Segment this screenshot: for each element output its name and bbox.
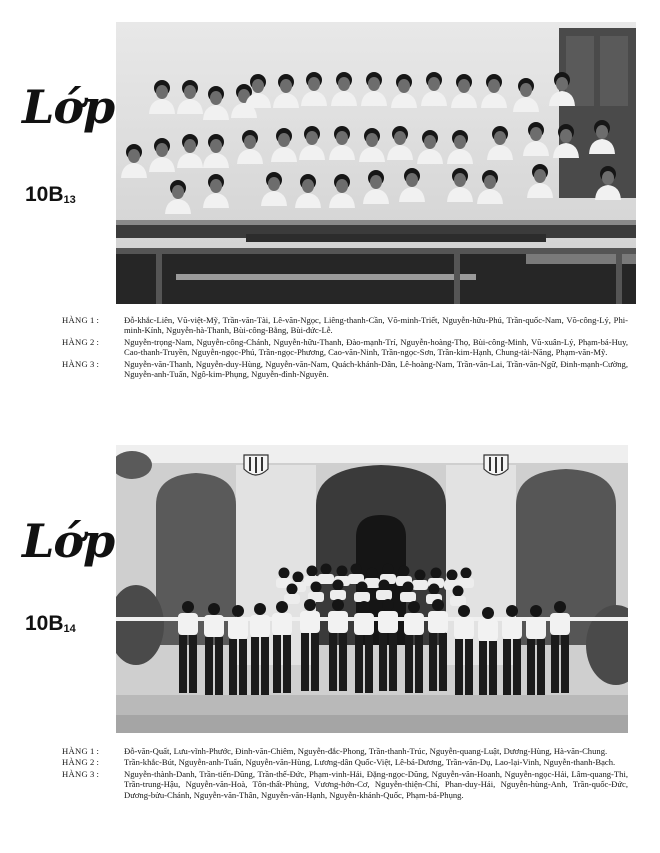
- class-section-10b13: [0, 0, 660, 420]
- row-2: HÀNG 2 : Nguyễn-trọng-Nam, Nguyễn-công-Chánh, Nguyễn-hữu-Thanh, Đào-mạnh-Trí, Nguyễn-hoàng-Thọ, Bùi-công-Minh, Vũ-xuân-Lý, Phạm-bá-Huy, Cao-thanh-Truyền, Nguyễn-ngọc-Phú, Trần-ngọc-Phương, Cao-văn-Ninh, Trần-ngọc-Sơn, Trần-kim-Hạnh, Chung-tài-Năng, Phạm-văn-Mỹ.: [62, 336, 628, 358]
- class-section-10b14: [0, 420, 660, 853]
- row-2: HÀNG 2 : Trần-khắc-Bút, Nguyễn-anh-Tuấn, Nguyễn-văn-Hùng, Lương-dân Quốc-Việt, Lê-bá-Dương, Trần-văn-Dụ, Lao-lại-Vinh, Nguyễn-thanh-Bạch.: [62, 757, 616, 768]
- row-3: HÀNG 3 : Nguyễn-văn-Thanh, Nguyễn-duy-Hùng, Nguyễn-văn-Nam, Quách-khánh-Dân, Lê-hoàng-Nam, Trần-văn-Lai, Trần-văn-Ngữ, Đinh-mạnh-Cường, Nguyễn-anh-Tuấn, Ngô-kim-Phụng, Nguyễn-đình-Nguyên.: [62, 358, 628, 380]
- class-code: $10B_{13}$: [25, 183, 76, 206]
- class-photo: [116, 445, 628, 733]
- class-photo: [116, 22, 636, 304]
- student-list: [62, 315, 628, 380]
- class-heading: Lớp: [22, 80, 115, 134]
- row-1: HÀNG 1 : Đỗ-văn-Quất, Lưu-vĩnh-Phước, Đinh-văn-Chiêm, Nguyễn-đắc-Phong, Trần-thanh-Trúc, Nguyễn-quang-Luật, Dương-Hùng, Hà-văn-Chung.: [62, 746, 608, 756]
- student-list: [62, 746, 628, 801]
- row-1: HÀNG 1 : Đỗ-khắc-Liên, Vũ-việt-Mỹ, Trần-văn-Tài, Lê-văn-Ngọc, Liêng-thanh-Cần, Võ-minh-Triết, Nguyễn-hữu-Phú, Trần-quốc-Nam, Võ-công-Lý, Phi-minh-Kính, Nguyễn-hà-Thanh, Bùi-công-Bằng, Bùi-đức-Lễ.: [62, 315, 628, 336]
- class-code: $10B_{14}$: [25, 612, 76, 635]
- row-3: HÀNG 3 : Nguyễn-thành-Danh, Trần-tiến-Dũng, Trần-thế-Đức, Phạm-vinh-Hải, Đặng-ngọc-Dũng, Nguyễn-văn-Hoanh, Nguyễn-ngọc-Hải, Lâm-quang-Thi, Trần-trung-Hậu, Nguyễn-văn-Hoà, Tôn-thất-Phùng, Vương-hớn-Cơ, Nguyễn-thiện-Chí, Phan-duy-Hải, Nguyễn-hùng-Anh, Trần-quốc-Đức, Dương-bửu-Chánh, Nguyễn-văn-Thân, Nguyễn-văn-Hạnh, Nguyễn-khánh-Quốc, Phạm-bá-Phụng.: [62, 768, 628, 800]
- class-heading: Lớp: [22, 514, 115, 568]
